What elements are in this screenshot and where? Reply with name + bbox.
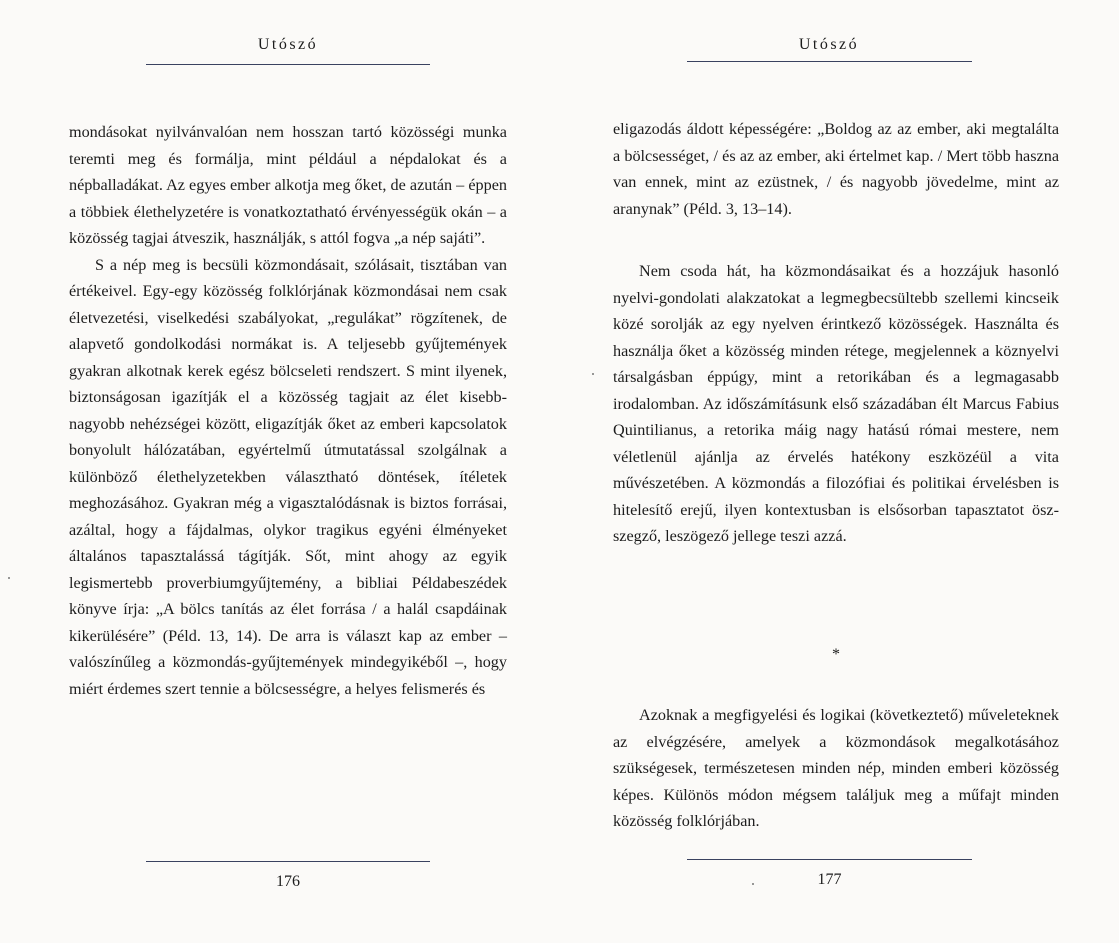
footer-rule [146, 861, 430, 862]
running-head: Utószó [257, 36, 319, 53]
footer-rule [687, 859, 972, 860]
scan-speck [592, 373, 594, 375]
body-text [613, 258, 1059, 550]
paragraph: S a nép meg is becsüli közmondásait, szólásait, tisztában van értékeivel. Egy-egy közösség folklórjának közmondásai nem csak életvezetési, viselkedési szabályokat, „regulákat” rögzítenek, de alapvető gondolkodási normákat is. A teljesebb gyűjtemények gyakran alkotnak kerek egész bölcseleti rendszert. S mint ilyenek, biztonságosan igazítják el a közösség tagjait az élet kisebb-nagyobb nehézségei között, eligazítják őket az emberi kapcsolatok bonyolult hálózatában, egyértelmű útmutatással szolgálnak a különböző élethelyzetekben választható döntések, ítéletek meghozásához. Gyakran még a vigasztalódásnak is biztos forrásai, azáltal, hogy a fájdalmas, olykor tragikus egyéni élményeket általános tapasztalássá tágítják. Sőt, mint ahogy az egyik legismertebb proverbiumgyűjtemény, a bibliai Példabeszédek könyve írja: „A bölcs tanítás az élet forrása / a halál csapdáinak kikerülésére” (Péld. 13, 14). De arra is választ kap az ember – valószínűleg a közmondás-gyűjtemények mindegyikéből –, hogy miért érdemes szert tennie a bölcsességre, a helyes felismerés és [69, 255, 507, 698]
body-text [613, 116, 1059, 222]
paragraph: mondásokat nyilvánvalóan nem hosszan tartó közösségi munka teremti meg és formálja, mint például a népdalokat és a népballadákat. Az egyes ember alkotja meg őket, de azután – éppen a többiek élethelyzetére is vonatkoztatható érvényességük okán – a közösség tagjai átveszik, használják, s attól fogva „a nép sajáti”. [69, 123, 507, 247]
right-page [560, 0, 1119, 943]
header-rule [687, 61, 972, 62]
paragraph: eligazodás áldott képességére: „Boldog az az ember, aki megtalálta a bölcsességet, / és az az ember, aki értelmet kap. / Mert több haszna van ennek, mint az ezüstnek, / és nagyobb jövedelme, mint az aranynak” (Péld. 3, 13–14). [613, 120, 1059, 218]
paragraph: Nem csoda hát, ha közmondásaikat és a hozzájuk hasonló nyelvi-gondolati alakzatokat a legmegbecsültebb szellemi kincseik közé sorolják az egy nyelven érintkező közösségek. Használta és használja őket a közösség minden rétege, megjelennek a köznyelvi társalgásban éppúgy, mint a retorikában és a legmagasabb irodalomban. Az időszámításunk első századában élt Marcus Fabius Quintilianus, a retorika máig nagy hatású római mestere, nem véletlenül ajánlja az érvelés hatékony eszközéül a vita művészetében. A közmondás a filozófiai és politikai érvelésben is hitelesítő erejű, ilyen kontextusban is elsősorban tapasztatot öszszegző, leszögező jellege teszi azzá. [613, 262, 1059, 545]
scan-speck [8, 577, 10, 579]
section-separator: * [832, 646, 840, 663]
paragraph: Azoknak a megfigyelési és logikai (következtető) műveleteknek az elvégzésére, amelyek a közmondások megalkotásához szükségesek, természetesen minden nép, minden emberi közösség képes. Különös módon mégsem találjuk meg a műfajt minden közösség folklórjában. [613, 706, 1059, 830]
header-rule [146, 64, 430, 65]
body-text [613, 702, 1059, 835]
running-head: Utószó [798, 36, 860, 53]
body-text [69, 119, 507, 702]
page-number: 177 [817, 871, 842, 888]
page-number: 176 [276, 873, 300, 890]
scan-speck [752, 883, 754, 885]
